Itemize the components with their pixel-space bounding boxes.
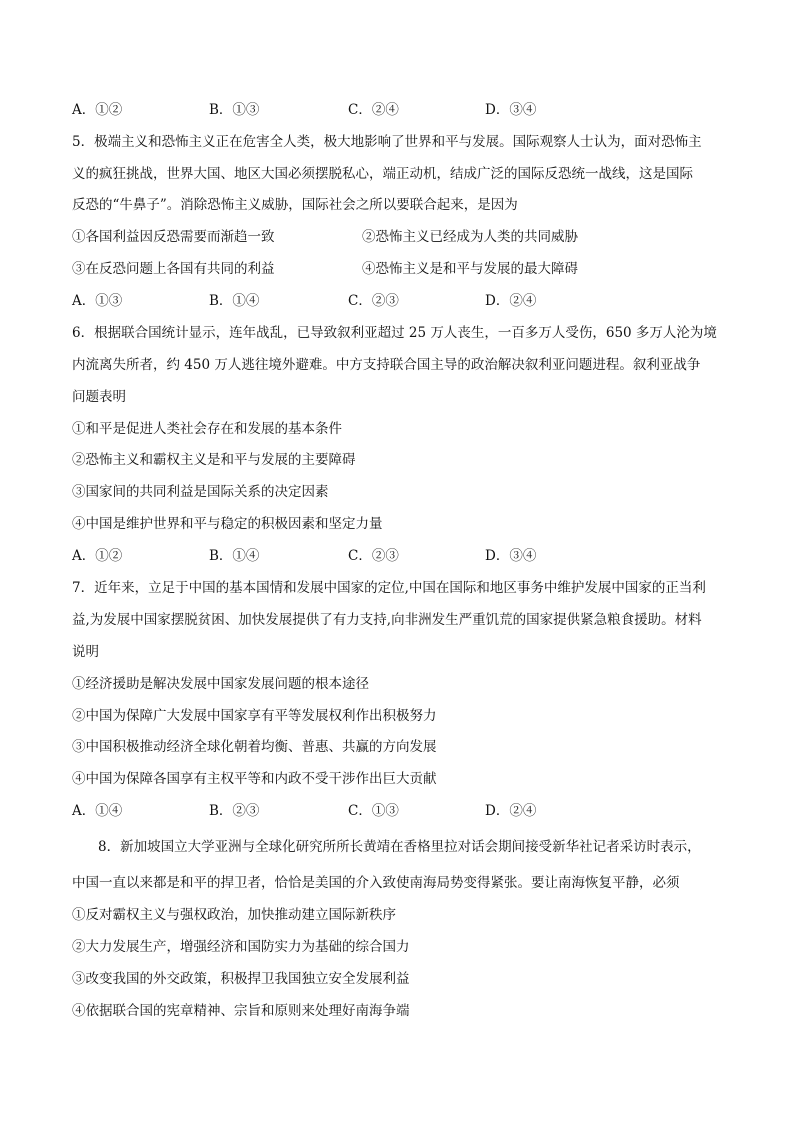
q6-options <box>72 547 632 565</box>
q6-stem-line: 内流离失所者，约 450 万人逃往境外避难。中方支持联合国主导的政治解决叙利亚问题进程。叙利亚战争 <box>72 357 701 373</box>
q5-statement: ③在反恐问题上各国有共同的利益 <box>72 261 275 277</box>
q7-option-a[interactable]: A．①④ <box>72 803 123 819</box>
q5-statement: ②恐怖主义已经成为人类的共同威胁 <box>362 229 578 245</box>
q6-statement: ①和平是促进人类社会存在和发展的基本条件 <box>72 421 342 437</box>
q5-option-b[interactable]: B．①④ <box>209 293 260 309</box>
q5-option-a[interactable]: A．①③ <box>72 293 123 309</box>
q5-stem-line: 5．极端主义和恐怖主义正在危害全人类，极大地影响了世界和平与发展。国际观察人士认为，面对恐怖主 <box>72 134 702 150</box>
q7-stem-line: 益,为发展中国家摆脱贫困、加快发展提供了有力支持,向非洲发生严重饥荒的国家提供紧急粮食援助。材料 <box>72 612 702 628</box>
q7-statement: ③中国积极推动经济全球化朝着均衡、普惠、共赢的方向发展 <box>72 739 437 755</box>
q5-statement: ④恐怖主义是和平与发展的最大障碍 <box>362 261 578 277</box>
q5-statements-row <box>72 228 632 246</box>
q6-statement: ④中国是维护世界和平与稳定的积极因素和坚定力量 <box>72 516 383 532</box>
q7-statement: ④中国为保障各国享有主权平等和内政不受干涉作出巨大贡献 <box>72 771 437 787</box>
q5-stem-line: 义的疯狂挑战，世界大国、地区大国必须摆脱私心，端正动机，结成广泛的国际反恐统一战线，这是国际 <box>72 166 693 182</box>
q4-option-a[interactable]: A．①② <box>72 102 123 118</box>
q5-option-c[interactable]: C．②③ <box>348 293 399 309</box>
q8-statement: ③改变我国的外交政策，积极捍卫我国独立安全发展利益 <box>72 971 410 987</box>
q6-option-d[interactable]: D．③④ <box>485 548 537 564</box>
q5-option-d[interactable]: D．②④ <box>485 293 537 309</box>
q5-options <box>72 292 632 310</box>
q6-stem-line: 问题表明 <box>72 389 126 405</box>
q7-option-b[interactable]: B．②③ <box>209 803 260 819</box>
q7-statement: ②中国为保障广大发展中国家享有平等发展权利作出积极努力 <box>72 708 437 724</box>
q4-option-c[interactable]: C．②④ <box>348 102 399 118</box>
q4-options <box>72 101 632 119</box>
q5-statements-row <box>72 260 632 278</box>
q6-option-b[interactable]: B．①④ <box>209 548 260 564</box>
q4-option-d[interactable]: D．③④ <box>485 102 537 118</box>
q8-statement: ①反对霸权主义与强权政治，加快推动建立国际新秩序 <box>72 907 396 923</box>
q5-stem-line: 反恐的“牛鼻子”。消除恐怖主义威胁，国际社会之所以要联合起来，是因为 <box>72 197 518 213</box>
q8-stem-line: 8．新加坡国立大学亚洲与全球化研究所所长黄靖在香格里拉对话会期间接受新华社记者采访时表示， <box>98 839 701 855</box>
q7-statement: ①经济援助是解决发展中国家发展问题的根本途径 <box>72 676 369 692</box>
q8-stem-line: 中国一直以来都是和平的捍卫者，恰恰是美国的介入致使南海局势变得紧张。要让南海恢复平静，必须 <box>72 875 680 891</box>
q7-stem-line: 7．近年来，立足于中国的基本国情和发展中国家的定位,中国在国际和地区事务中维护发展中国家的正当利 <box>72 580 706 596</box>
q6-option-c[interactable]: C．②③ <box>348 548 399 564</box>
q7-options <box>72 802 632 820</box>
q7-option-d[interactable]: D．②④ <box>485 803 537 819</box>
q4-option-b[interactable]: B．①③ <box>209 102 260 118</box>
q7-stem-line: 说明 <box>72 644 99 660</box>
q8-statement: ④依据联合国的宪章精神、宗旨和原则来处理好南海争端 <box>72 1003 410 1019</box>
q6-statement: ②恐怖主义和霸权主义是和平与发展的主要障碍 <box>72 452 356 468</box>
q6-option-a[interactable]: A．①② <box>72 548 123 564</box>
q5-statement: ①各国利益因反恐需要而渐趋一致 <box>72 229 275 245</box>
q8-statement: ②大力发展生产，增强经济和国防实力为基础的综合国力 <box>72 939 410 955</box>
q7-option-c[interactable]: C．①③ <box>348 803 399 819</box>
q6-statement: ③国家间的共同利益是国际关系的决定因素 <box>72 484 329 500</box>
q6-stem-line: 6．根据联合国统计显示，连年战乱，已导致叙利亚超过 25 万人丧生，一百多万人受伤，650 多万人沦为境 <box>72 325 717 341</box>
